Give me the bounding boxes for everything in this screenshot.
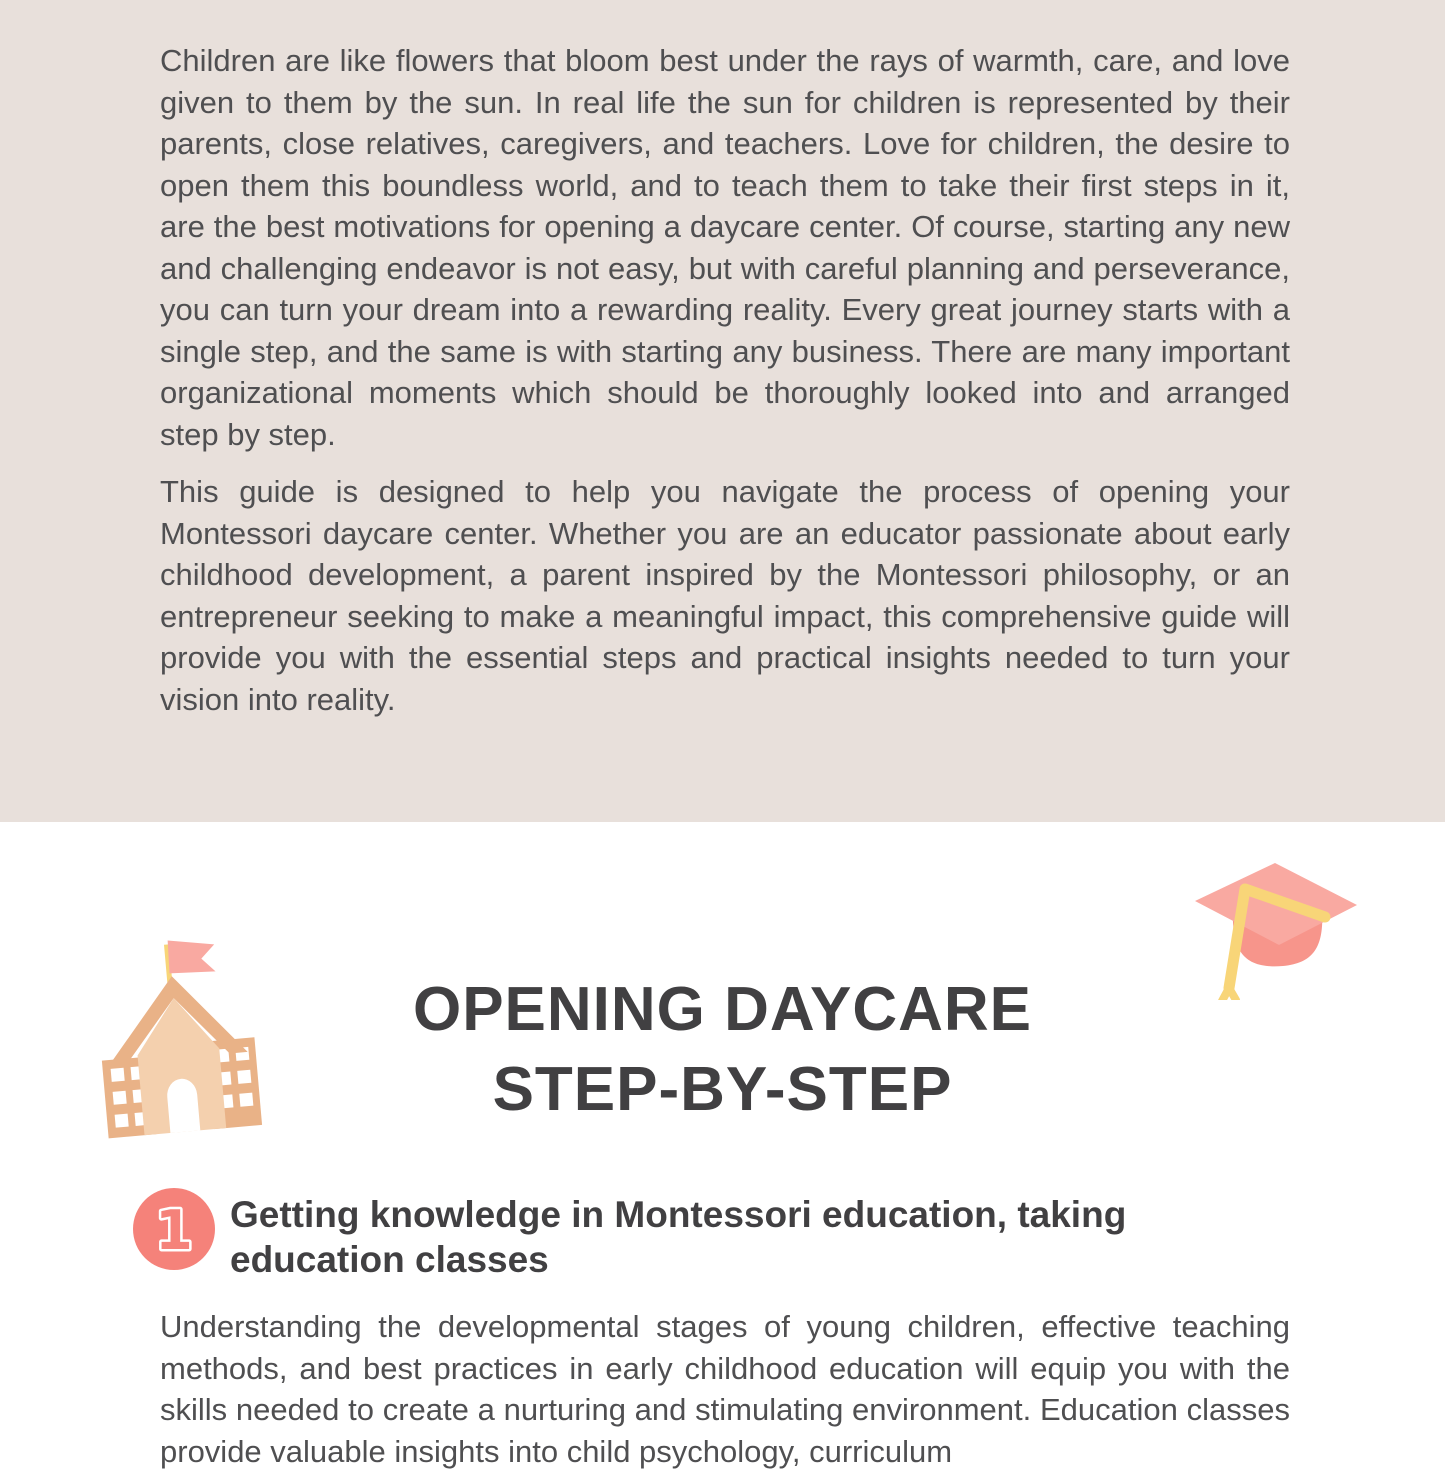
tassel-tip	[1222, 988, 1236, 1000]
intro-paragraph-1: Children are like flowers that bloom best under the rays of warmth, care, and love given to them by the sun. In real life the sun for children is represented by their parents, close relatives, caregivers, and teachers. Love for children, the desire to open them this boundless world, and to teach them to take their first steps in it, are the best motivations for opening a daycare center. Of course, starting any new and challenging endeavor is not easy, but with careful planning and perseverance, you can turn your dream into a rewarding reality. Every great journey starts with a single step, and the same is with starting any business. There are many important organizational moments which should be thoroughly looked into and arranged step by step.	[160, 43, 1290, 452]
step-1-number-badge	[133, 1188, 215, 1270]
page-title-line-2: STEP-BY-STEP	[492, 1054, 953, 1124]
step-number: 1	[155, 1199, 193, 1262]
step-1-heading: Getting knowledge in Montessori education, taking education classes	[230, 1194, 1127, 1280]
intro-paragraph-2: This guide is designed to help you navigate the process of opening your Montessori daycare center. Whether you are an educator passionate about early childhood development, a parent inspired by the Montessori philosophy, or an entrepreneur seeking to make a meaningful impact, this comprehensive guide will provide you with the essential steps and practical insights needed to turn your vision into reality.	[160, 474, 1290, 717]
page-title-line-1: OPENING DAYCARE	[412, 974, 1033, 1044]
graduation-cap-icon	[1175, 855, 1370, 1000]
step-1-body-paragraph: Understanding the developmental stages of young children, effective teaching methods, and best practices in early childhood education will equip you with the skills needed to create a nurturing and stimulating environment. Education classes provide valuable insights into child psychology, curriculum	[160, 1309, 1290, 1469]
